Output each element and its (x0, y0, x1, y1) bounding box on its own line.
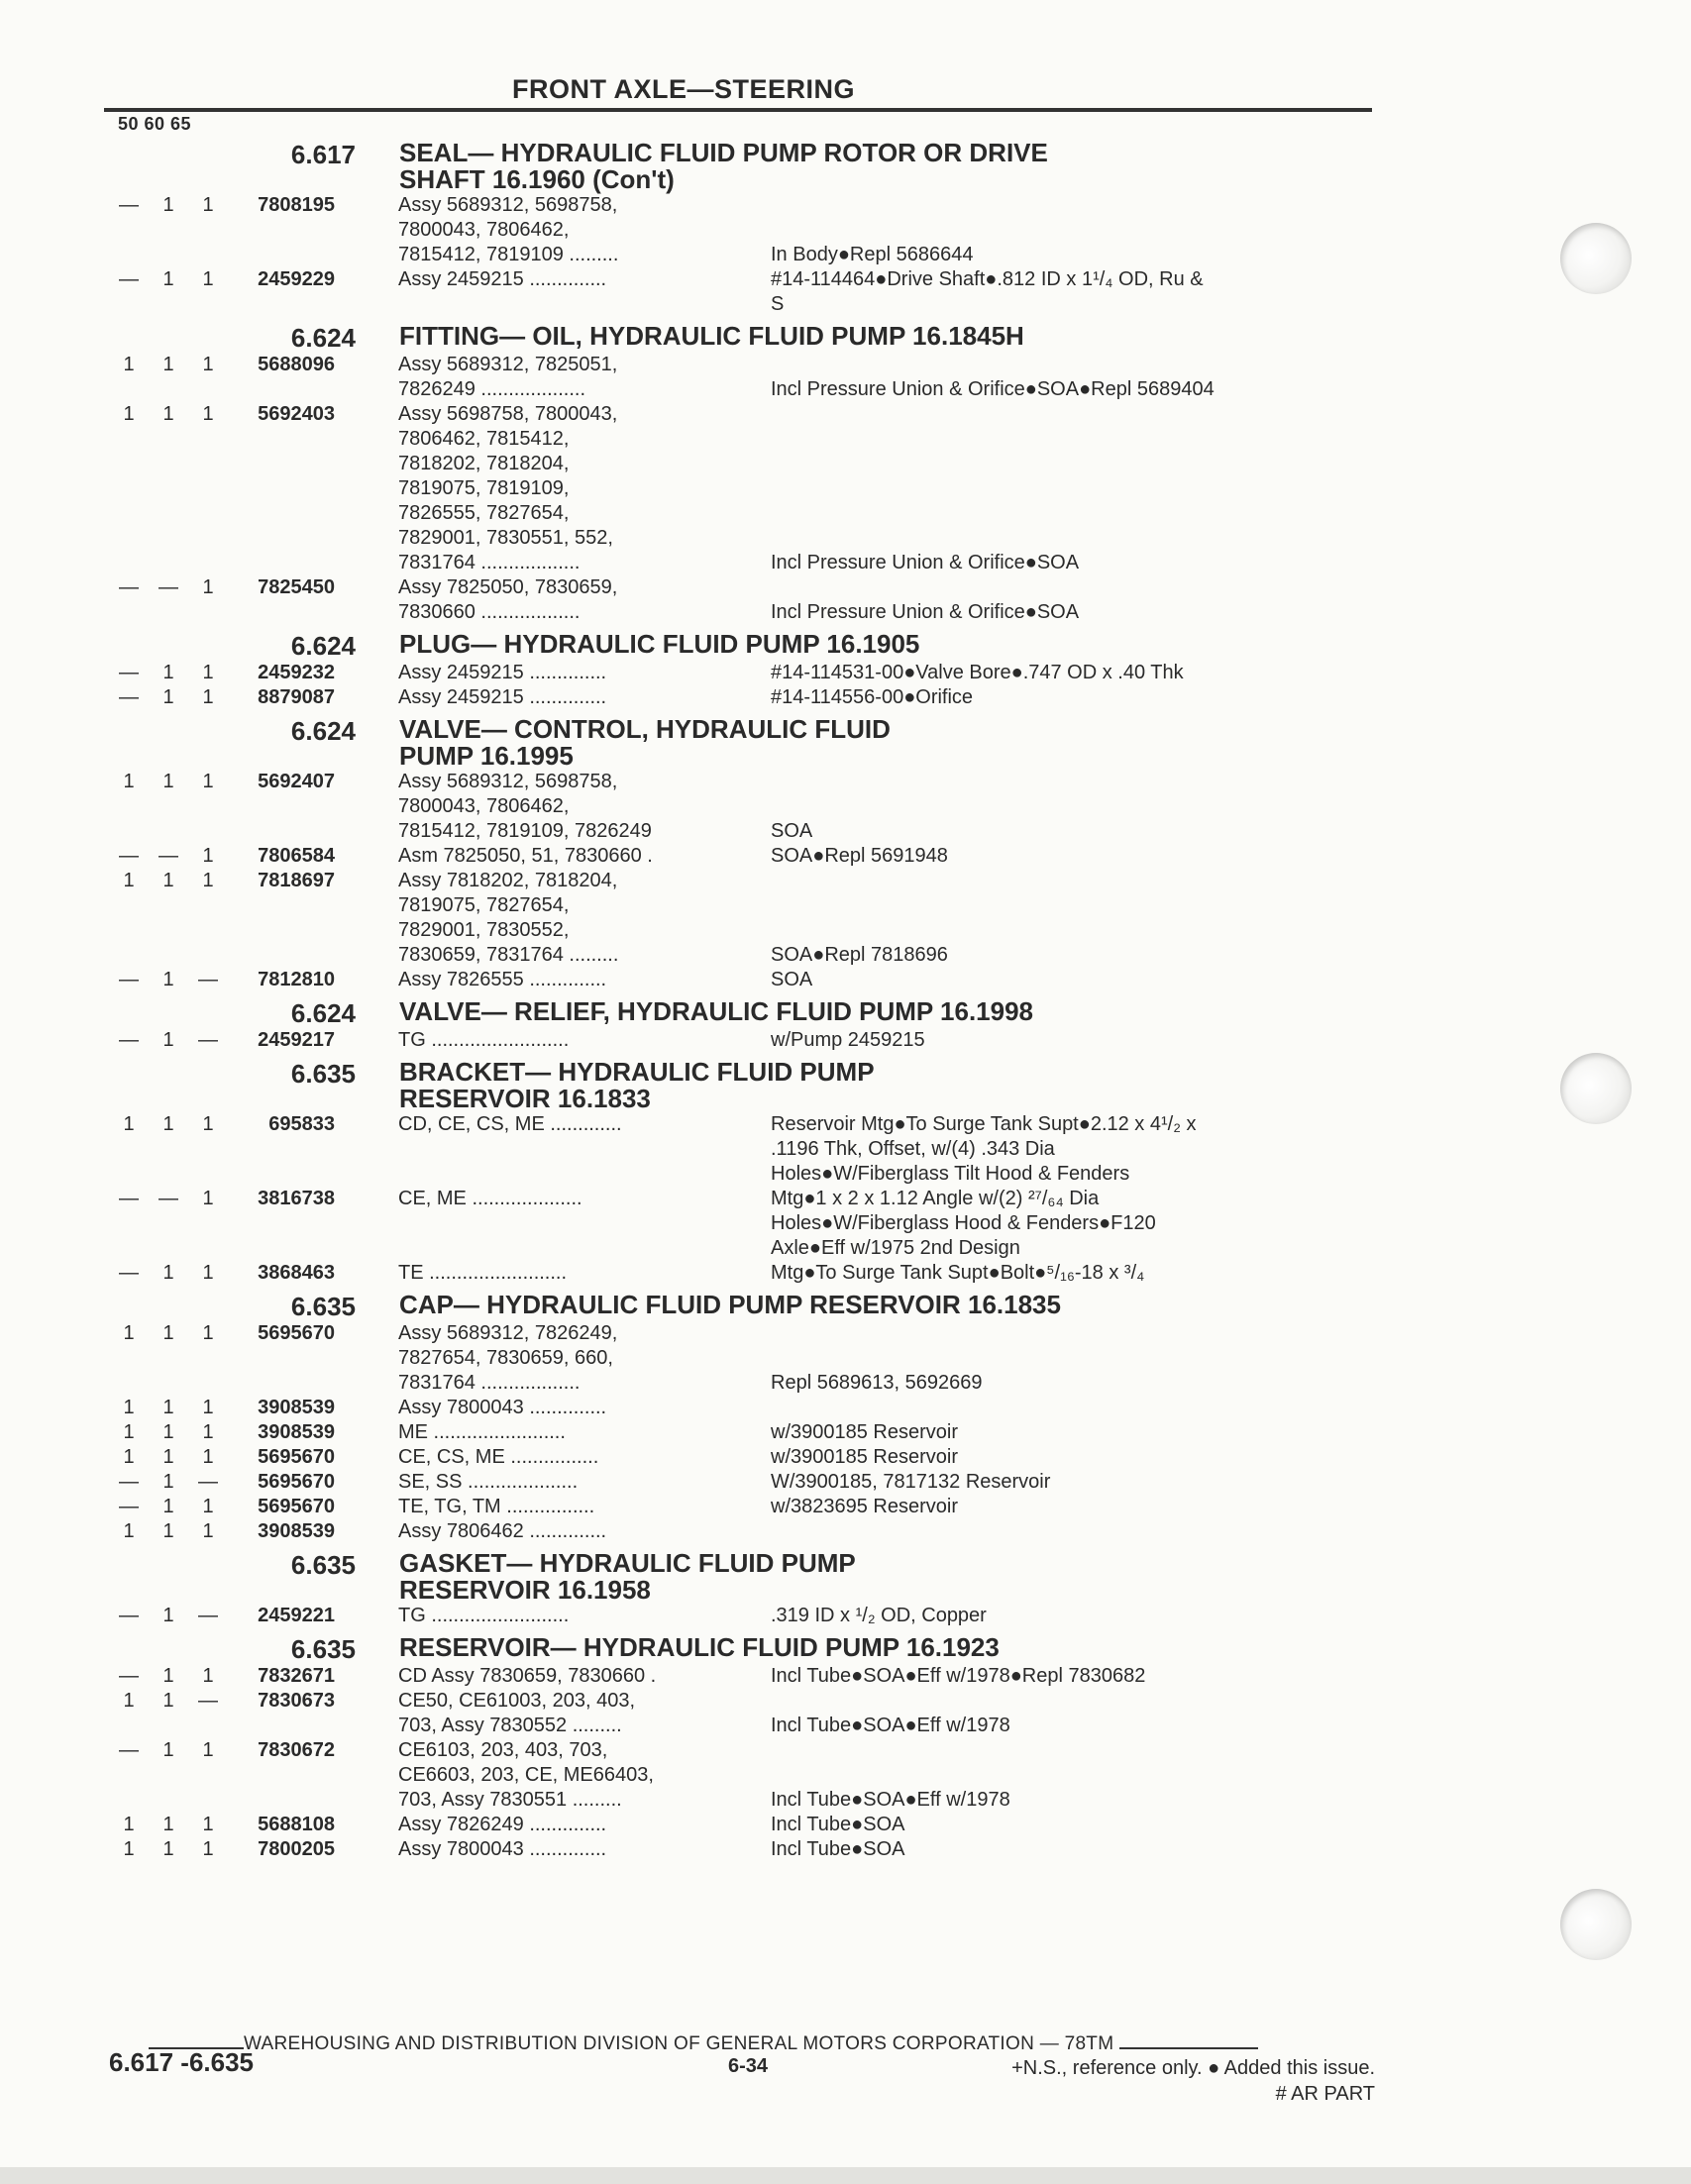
qty-65: 1 (202, 1188, 214, 1209)
footer-section-range: 6.617 -6.635 (109, 2047, 255, 2077)
part-description: Incl Tube●SOA (771, 1838, 905, 1860)
part-group (104, 1628, 1382, 1862)
part-description: SOA (771, 820, 813, 842)
part-row (104, 402, 1382, 575)
part-usage: Assy 7826555 .............. (398, 969, 607, 990)
qty-60: 1 (162, 1471, 174, 1493)
qty-50: — (119, 1665, 139, 1687)
qty-65: 1 (202, 1446, 214, 1468)
group-title: FITTING— OIL, HYDRAULIC FLUID PUMP 16.1845H (399, 321, 1024, 351)
part-description: Incl Pressure Union & Orifice●SOA (771, 552, 1080, 573)
part-usage: Assy 5689312, 7825051, 7826249 ................... (398, 354, 618, 400)
qty-60: 1 (162, 771, 174, 792)
qty-65: 1 (202, 403, 214, 425)
part-usage: CE6103, 203, 403, 703, CE6603, 203, CE, ME66403, 703, Assy 7830551 ......... (398, 1739, 654, 1811)
qty-60: — (159, 845, 178, 867)
part-description: #14-114531-00●Valve Bore●.747 OD x .40 Thk (771, 662, 1184, 683)
part-description: Mtg●To Surge Tank Supt●Bolt●⁵/₁₆-18 x ³/₄ (771, 1262, 1145, 1284)
part-row (104, 1664, 1382, 1689)
qty-50: 1 (123, 1520, 135, 1542)
section-number: 6.635 (290, 1634, 356, 1664)
group-title: CAP— HYDRAULIC FLUID PUMP RESERVOIR 16.1835 (399, 1290, 1061, 1319)
part-row (104, 1470, 1382, 1495)
part-row (104, 869, 1382, 968)
part-number: 7800205 (258, 1838, 335, 1860)
qty-50: — (119, 1188, 139, 1209)
part-description: Mtg●1 x 2 x 1.12 Angle w/(2) ²⁷/₆₄ Dia Holes●W/Fiberglass Hood & Fenders●F120 Axle●Eff w/1975 2nd Design (771, 1188, 1156, 1259)
part-description: Incl Tube●SOA●Eff w/1978 (771, 1715, 1010, 1736)
qty-50: — (119, 268, 139, 290)
header-rule (104, 108, 1372, 112)
part-description (771, 1396, 1382, 1420)
part-usage: Assy 5689312, 5698758, 7800043, 7806462, 7815412, 7819109, 7826249 (398, 771, 652, 842)
part-usage: ME ........................ (398, 1421, 566, 1443)
qty-60: 1 (162, 870, 174, 891)
qty-50: — (119, 1262, 139, 1284)
group-title: RESERVOIR— HYDRAULIC FLUID PUMP 16.1923 (399, 1632, 1000, 1662)
part-row (104, 1445, 1382, 1470)
group-header (104, 1628, 1382, 1664)
part-description: Repl 5689613, 5692669 (771, 1372, 983, 1394)
qty-60: 1 (162, 1605, 174, 1626)
part-description: Incl Pressure Union & Orifice●SOA●Repl 5689404 (771, 378, 1215, 400)
qty-60: 1 (162, 1262, 174, 1284)
group-header (104, 625, 1382, 661)
qty-60: 1 (162, 1838, 174, 1860)
part-usage: TE, TG, TM ................ (398, 1496, 595, 1517)
part-row (104, 1028, 1382, 1053)
qty-60: 1 (162, 354, 174, 375)
part-row (104, 267, 1382, 317)
qty-50: 1 (123, 1446, 135, 1468)
qty-50: 1 (123, 1690, 135, 1712)
qty-65: 1 (202, 870, 214, 891)
part-number: 5688108 (258, 1814, 335, 1835)
qty-60: 1 (162, 662, 174, 683)
footer-page-number: 6-34 (728, 2055, 769, 2077)
group-title: BRACKET— HYDRAULIC FLUID PUMP RESERVOIR 16.1833 (399, 1057, 875, 1113)
qty-50: — (119, 1605, 139, 1626)
part-row (104, 1519, 1382, 1544)
section-number: 6.624 (290, 323, 356, 353)
qty-65: 1 (202, 354, 214, 375)
section-number: 6.617 (290, 140, 356, 169)
part-usage: TE ......................... (398, 1262, 568, 1284)
part-usage: Assy 5698758, 7800043, 7806462, 7815412, 7818202, 7818204, 7819075, 7819109, 7826555, 7827654, 7829001, 7830551, 552, 7831764 .................. (398, 403, 618, 573)
part-description: w/3823695 Reservoir (771, 1496, 958, 1517)
qty-65: — (198, 1029, 218, 1051)
part-number: 3816738 (258, 1188, 335, 1209)
qty-50: 1 (123, 1397, 135, 1418)
part-number: 2459229 (258, 268, 335, 290)
part-number: 7818697 (258, 870, 335, 891)
part-description: Incl Tube●SOA (771, 1814, 905, 1835)
binder-hole (1560, 1053, 1632, 1124)
part-number: 7832671 (258, 1665, 335, 1687)
part-row (104, 1837, 1382, 1862)
part-usage: CD Assy 7830659, 7830660 . (398, 1665, 657, 1687)
part-number: 3908539 (258, 1397, 335, 1418)
parts-list (104, 134, 1382, 1862)
part-group (104, 710, 1382, 992)
model-years-header: 50 60 65 (118, 114, 192, 134)
part-row (104, 1396, 1382, 1420)
group-title: PLUG— HYDRAULIC FLUID PUMP 16.1905 (399, 629, 920, 659)
part-group (104, 134, 1382, 317)
part-row (104, 193, 1382, 267)
group-header (104, 134, 1382, 193)
qty-60: 1 (162, 1739, 174, 1761)
part-usage: TG ......................... (398, 1029, 570, 1051)
part-description: #14-114556-00●Orifice (771, 686, 974, 708)
qty-50: — (119, 1739, 139, 1761)
qty-65: 1 (202, 1262, 214, 1284)
qty-65: 1 (202, 1496, 214, 1517)
part-description: w/Pump 2459215 (771, 1029, 925, 1051)
part-usage: Assy 7800043 .............. (398, 1838, 607, 1860)
part-usage: Assy 5689312, 5698758, 7800043, 7806462, 7815412, 7819109 ......... (398, 194, 619, 265)
qty-65: 1 (202, 1113, 214, 1135)
part-row (104, 844, 1382, 869)
qty-65: 1 (202, 845, 214, 867)
part-description: Incl Tube●SOA●Eff w/1978●Repl 7830682 (771, 1665, 1146, 1687)
qty-65: 1 (202, 771, 214, 792)
qty-50: 1 (123, 1838, 135, 1860)
part-number: 5692403 (258, 403, 335, 425)
part-number: 2459232 (258, 662, 335, 683)
part-usage: Assy 7806462 .............. (398, 1520, 607, 1542)
binder-hole (1560, 1889, 1632, 1960)
qty-50: — (119, 1496, 139, 1517)
part-row (104, 770, 1382, 844)
qty-65: 1 (202, 1838, 214, 1860)
qty-65: — (198, 1605, 218, 1626)
group-title: SEAL— HYDRAULIC FLUID PUMP ROTOR OR DRIVE SHAFT 16.1960 (Con't) (399, 138, 1048, 194)
part-row (104, 1187, 1382, 1261)
part-description: w/3900185 Reservoir (771, 1421, 958, 1443)
part-number: 3908539 (258, 1421, 335, 1443)
qty-50: 1 (123, 870, 135, 891)
qty-60: 1 (162, 1322, 174, 1344)
qty-50: — (119, 845, 139, 867)
part-row (104, 968, 1382, 992)
part-description: W/3900185, 7817132 Reservoir (771, 1471, 1051, 1493)
qty-60: 1 (162, 194, 174, 216)
group-title: VALVE— RELIEF, HYDRAULIC FLUID PUMP 16.1998 (399, 996, 1034, 1026)
part-group (104, 992, 1382, 1053)
part-description: In Body●Repl 5686644 (771, 244, 974, 265)
part-group (104, 1286, 1382, 1544)
group-header (104, 710, 1382, 770)
part-row (104, 1604, 1382, 1628)
qty-60: 1 (162, 1520, 174, 1542)
part-number: 7812810 (258, 969, 335, 990)
group-header (104, 1053, 1382, 1112)
part-usage: Asm 7825050, 51, 7830660 . (398, 845, 653, 867)
section-number: 6.635 (290, 1059, 356, 1089)
part-row (104, 1321, 1382, 1396)
footer-division-line (149, 2029, 1377, 2055)
part-usage: Assy 5689312, 7826249, 7827654, 7830659, 660, 7831764 .................. (398, 1322, 618, 1394)
part-description (771, 1519, 1382, 1544)
qty-50: 1 (123, 403, 135, 425)
qty-65: 1 (202, 1421, 214, 1443)
page-title: FRONT AXLE—STEERING (511, 74, 855, 104)
qty-60: 1 (162, 268, 174, 290)
part-usage: CE50, CE61003, 203, 403, 703, Assy 7830552 ......... (398, 1690, 636, 1736)
qty-65: 1 (202, 1397, 214, 1418)
qty-60: 1 (162, 1397, 174, 1418)
qty-65: — (198, 969, 218, 990)
part-usage: TG ......................... (398, 1605, 570, 1626)
part-number: 8879087 (258, 686, 335, 708)
part-number: 7830673 (258, 1690, 335, 1712)
part-number: 2459217 (258, 1029, 335, 1051)
qty-65: 1 (202, 268, 214, 290)
qty-60: — (159, 576, 178, 598)
part-number: 5688096 (258, 354, 335, 375)
part-row (104, 685, 1382, 710)
section-number: 6.635 (290, 1550, 356, 1580)
group-header (104, 1544, 1382, 1604)
section-number: 6.624 (290, 631, 356, 661)
part-usage: Assy 7825050, 7830659, 7830660 .................. (398, 576, 618, 623)
qty-50: — (119, 194, 139, 216)
part-usage: Assy 2459215 .............. (398, 686, 607, 708)
group-header (104, 1286, 1382, 1321)
qty-50: 1 (123, 771, 135, 792)
part-description: SOA●Repl 5691948 (771, 845, 948, 867)
qty-65: 1 (202, 1520, 214, 1542)
part-usage: SE, SS .................... (398, 1471, 579, 1493)
part-row (104, 353, 1382, 402)
part-usage: Assy 2459215 .............. (398, 268, 607, 290)
qty-65: 1 (202, 686, 214, 708)
qty-65: — (198, 1690, 218, 1712)
qty-60: 1 (162, 403, 174, 425)
group-header (104, 317, 1382, 353)
part-group (104, 317, 1382, 625)
part-description: Reservoir Mtg●To Surge Tank Supt●2.12 x 4¹/₂ x .1196 Thk, Offset, w/(4) .343 Dia Holes●W/Fiberglass Tilt Hood & Fenders (771, 1113, 1197, 1185)
part-number: 5695670 (258, 1496, 335, 1517)
part-row (104, 1112, 1382, 1187)
part-row (104, 1813, 1382, 1837)
part-usage: Assy 7800043 .............. (398, 1397, 607, 1418)
part-usage: Assy 7818202, 7818204, 7819075, 7827654, 7829001, 7830552, 7830659, 7831764 ......... (398, 870, 619, 966)
part-number: 7808195 (258, 194, 335, 216)
part-description: w/3900185 Reservoir (771, 1446, 958, 1468)
part-usage: Assy 7826249 .............. (398, 1814, 607, 1835)
qty-60: 1 (162, 1690, 174, 1712)
part-description: SOA●Repl 7818696 (771, 944, 948, 966)
part-number: 2459221 (258, 1605, 335, 1626)
qty-60: — (159, 1188, 178, 1209)
qty-60: 1 (162, 1814, 174, 1835)
part-row (104, 1738, 1382, 1813)
part-group (104, 1053, 1382, 1286)
part-row (104, 1689, 1382, 1738)
part-row (104, 1495, 1382, 1519)
part-row (104, 661, 1382, 685)
qty-50: 1 (123, 1814, 135, 1835)
part-row (104, 1420, 1382, 1445)
qty-50: 1 (123, 1421, 135, 1443)
group-title: VALVE— CONTROL, HYDRAULIC FLUID PUMP 16.1995 (399, 714, 891, 771)
qty-65: 1 (202, 662, 214, 683)
qty-50: — (119, 1029, 139, 1051)
qty-60: 1 (162, 1421, 174, 1443)
qty-65: 1 (202, 1322, 214, 1344)
qty-50: — (119, 1471, 139, 1493)
qty-50: 1 (123, 354, 135, 375)
qty-60: 1 (162, 1665, 174, 1687)
binder-hole (1560, 223, 1632, 294)
part-row (104, 1261, 1382, 1286)
part-group (104, 625, 1382, 710)
part-row (104, 575, 1382, 625)
qty-50: — (119, 662, 139, 683)
part-number: 5695670 (258, 1322, 335, 1344)
qty-60: 1 (162, 1496, 174, 1517)
footer-division: WAREHOUSING AND DISTRIBUTION DIVISION OF GENERAL MOTORS CORPORATION — 78TM (244, 2033, 1114, 2054)
part-description: SOA (771, 969, 813, 990)
qty-60: 1 (162, 969, 174, 990)
qty-60: 1 (162, 1029, 174, 1051)
part-number: 5692407 (258, 771, 335, 792)
part-number: 695833 (268, 1113, 335, 1135)
qty-50: 1 (123, 1113, 135, 1135)
qty-50: — (119, 686, 139, 708)
page-edge (0, 2167, 1691, 2184)
qty-60: 1 (162, 1446, 174, 1468)
part-number: 3908539 (258, 1520, 335, 1542)
footer-legend: +N.S., reference only. ● Added this issue. # AR PART (1011, 2057, 1375, 2105)
section-number: 6.624 (290, 716, 356, 746)
qty-50: — (119, 576, 139, 598)
part-number: 5695670 (258, 1471, 335, 1493)
part-description: .319 ID x ¹/₂ OD, Copper (771, 1605, 987, 1626)
part-description: Incl Tube●SOA●Eff w/1978 (771, 1789, 1010, 1811)
part-description: Incl Pressure Union & Orifice●SOA (771, 601, 1080, 623)
qty-65: 1 (202, 1739, 214, 1761)
part-usage: CE, ME .................... (398, 1188, 582, 1209)
qty-65: 1 (202, 1665, 214, 1687)
part-number: 7806584 (258, 845, 335, 867)
part-number: 5695670 (258, 1446, 335, 1468)
group-header (104, 992, 1382, 1028)
qty-65: 1 (202, 576, 214, 598)
part-description: #14-114464●Drive Shaft●.812 ID x 1¹/₄ OD, Ru & S (771, 268, 1204, 315)
qty-65: 1 (202, 194, 214, 216)
part-number: 3868463 (258, 1262, 335, 1284)
group-title: GASKET— HYDRAULIC FLUID PUMP RESERVOIR 16.1958 (399, 1548, 856, 1605)
qty-65: 1 (202, 1814, 214, 1835)
part-group (104, 1544, 1382, 1628)
qty-50: 1 (123, 1322, 135, 1344)
part-usage: CD, CE, CS, ME ............. (398, 1113, 622, 1135)
section-number: 6.624 (290, 998, 356, 1028)
qty-50: — (119, 969, 139, 990)
section-number: 6.635 (290, 1292, 356, 1321)
part-number: 7825450 (258, 576, 335, 598)
qty-65: — (198, 1471, 218, 1493)
part-usage: CE, CS, ME ................ (398, 1446, 599, 1468)
qty-60: 1 (162, 1113, 174, 1135)
part-usage: Assy 2459215 .............. (398, 662, 607, 683)
part-number: 7830672 (258, 1739, 335, 1761)
qty-60: 1 (162, 686, 174, 708)
